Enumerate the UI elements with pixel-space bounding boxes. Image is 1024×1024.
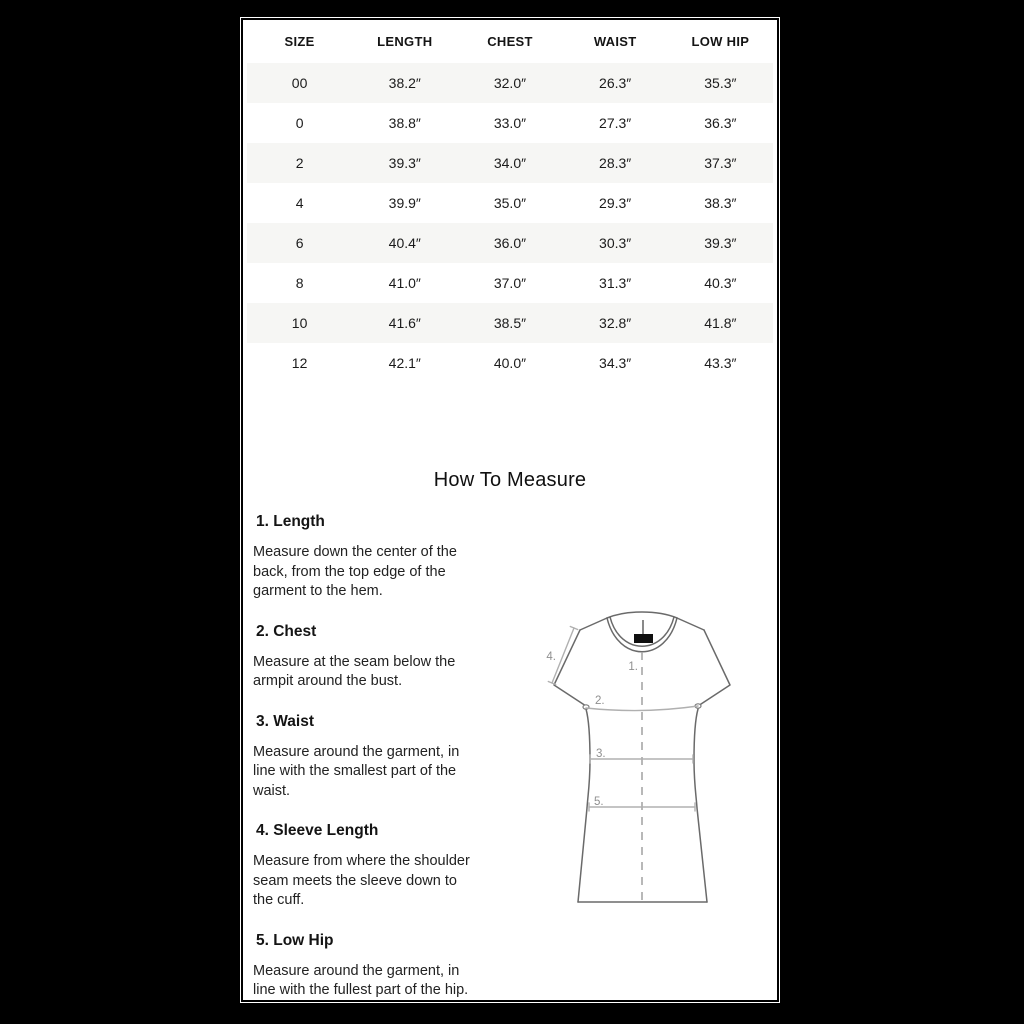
waist-cell: 34.3″ bbox=[599, 355, 632, 371]
column-header-size: SIZE bbox=[284, 34, 315, 49]
length-cell: 38.2″ bbox=[388, 75, 421, 91]
column-header-length: LENGTH bbox=[377, 34, 433, 49]
waist-cell: 26.3″ bbox=[599, 75, 632, 91]
instruction-waist bbox=[253, 712, 523, 802]
chest-cell: 38.5″ bbox=[493, 315, 527, 331]
size-cell: 00 bbox=[291, 75, 308, 91]
instruction-sleeve-length bbox=[253, 821, 523, 911]
chest-cell: 34.0″ bbox=[493, 155, 527, 171]
instruction-heading: 1. Length bbox=[256, 513, 325, 530]
column-header-waist: WAIST bbox=[593, 34, 637, 49]
chest-cell: 36.0″ bbox=[493, 235, 527, 251]
instruction-heading: 3. Waist bbox=[256, 712, 314, 730]
measure-instructions bbox=[243, 512, 523, 1001]
diagram-label-4: 4. bbox=[546, 651, 556, 663]
low-hip-cell: 38.3″ bbox=[704, 195, 737, 211]
chest-cell: 35.0″ bbox=[493, 195, 527, 211]
chest-cell: 40.0″ bbox=[493, 355, 527, 371]
waist-cell: 29.3″ bbox=[599, 195, 632, 211]
dress-measurement-diagram bbox=[538, 608, 753, 928]
waist-cell: 27.3″ bbox=[599, 115, 632, 131]
low-hip-cell: 35.3″ bbox=[704, 75, 737, 91]
size-row-4 bbox=[247, 183, 773, 223]
size-row-10 bbox=[247, 303, 773, 343]
collar-back bbox=[607, 612, 677, 618]
waist-cell: 28.3″ bbox=[599, 155, 632, 171]
how-to-measure-title: How To Measure bbox=[433, 469, 587, 491]
size-chart-body bbox=[247, 63, 773, 383]
low-hip-cell: 36.3″ bbox=[704, 115, 737, 131]
low-hip-cell: 40.3″ bbox=[704, 275, 737, 291]
length-cell: 39.3″ bbox=[388, 155, 421, 171]
diagram-label-2: 2. bbox=[595, 695, 605, 707]
instruction-body: Measure around the garment, in line with the fullest part of the hip. bbox=[253, 962, 469, 998]
instruction-heading: 5. Low Hip bbox=[256, 931, 334, 949]
instruction-body: Measure down the center of the back, from the top edge of the garment to the hem. bbox=[253, 544, 457, 599]
chest-cell: 32.0″ bbox=[493, 75, 527, 91]
chest-cell: 37.0″ bbox=[493, 275, 527, 291]
instruction-body: Measure around the garment, in line with the smallest part of the waist. bbox=[253, 743, 460, 799]
diagram-label-5: 5. bbox=[594, 796, 604, 808]
length-cell: 40.4″ bbox=[388, 235, 421, 251]
body-right-edge bbox=[694, 709, 707, 902]
size-row-00 bbox=[247, 63, 773, 103]
length-cell: 41.0″ bbox=[388, 275, 421, 291]
size-row-8 bbox=[247, 263, 773, 303]
size-cell: 6 bbox=[295, 235, 304, 251]
low-hip-cell: 39.3″ bbox=[704, 235, 737, 251]
size-chart-table bbox=[247, 20, 773, 383]
size-cell: 4 bbox=[295, 195, 304, 211]
instruction-low-hip bbox=[253, 931, 523, 1001]
size-cell: 2 bbox=[295, 155, 304, 171]
diagram-label-3: 3. bbox=[596, 748, 606, 760]
right-sleeve bbox=[698, 630, 730, 706]
size-cell: 10 bbox=[291, 315, 308, 331]
size-row-2 bbox=[247, 143, 773, 183]
low-hip-cell: 43.3″ bbox=[704, 355, 737, 371]
diagram-label-1: 1. bbox=[628, 661, 638, 673]
length-cell: 38.8″ bbox=[388, 115, 421, 131]
instruction-body: Measure at the seam below the armpit around the bust. bbox=[253, 653, 456, 689]
size-cell: 12 bbox=[291, 355, 308, 371]
left-sleeve bbox=[554, 630, 586, 706]
column-header-chest: CHEST bbox=[487, 34, 533, 49]
column-header-low-hip: LOW HIP bbox=[691, 34, 750, 49]
size-cell: 8 bbox=[295, 275, 304, 291]
waist-cell: 30.3″ bbox=[599, 235, 632, 251]
instruction-chest bbox=[253, 622, 523, 692]
waist-cell: 32.8″ bbox=[599, 315, 632, 331]
neck-tag bbox=[634, 634, 653, 643]
body-left-edge bbox=[578, 709, 590, 902]
instruction-length bbox=[253, 512, 523, 602]
header-row bbox=[247, 20, 773, 63]
size-guide-panel bbox=[243, 20, 777, 1000]
size-row-0 bbox=[247, 103, 773, 143]
instruction-body: Measure from where the shoulder seam meets the sleeve down to the cuff. bbox=[253, 853, 470, 908]
chest-cell: 33.0″ bbox=[493, 115, 527, 131]
size-chart-header bbox=[247, 20, 773, 63]
instruction-heading: 4. Sleeve Length bbox=[256, 822, 379, 839]
length-cell: 42.1″ bbox=[388, 355, 421, 371]
size-cell: 0 bbox=[295, 115, 304, 131]
low-hip-cell: 37.3″ bbox=[704, 155, 737, 171]
left-shoulder-seam bbox=[580, 618, 607, 630]
length-cell: 41.6″ bbox=[388, 315, 421, 331]
size-row-6 bbox=[247, 223, 773, 263]
right-shoulder-seam bbox=[677, 618, 704, 630]
size-row-12 bbox=[247, 343, 773, 383]
low-hip-cell: 41.8″ bbox=[704, 315, 737, 331]
length-cell: 39.9″ bbox=[388, 195, 421, 211]
instruction-heading: 2. Chest bbox=[256, 622, 317, 640]
waist-cell: 31.3″ bbox=[599, 275, 632, 291]
